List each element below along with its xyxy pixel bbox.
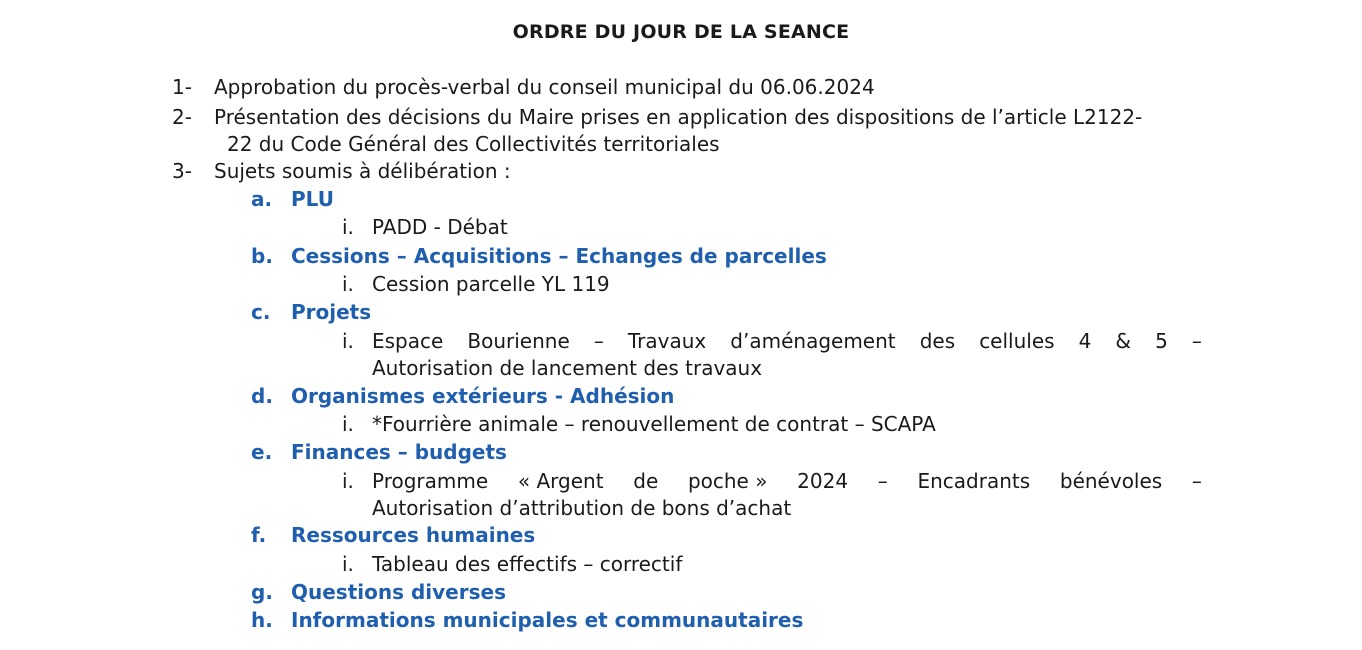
entry-word: poche » xyxy=(687,469,768,493)
entry-word: des xyxy=(919,329,956,353)
entry-word: Espace xyxy=(372,329,444,353)
entry-text: Cession parcelle YL 119 xyxy=(372,272,610,296)
entry-text: Tableau des effectifs – correctif xyxy=(372,552,683,576)
subject-letter: g. xyxy=(251,580,273,604)
entry-word: 2024 xyxy=(797,469,849,493)
subject-label: Informations municipales et communautaires xyxy=(291,608,804,632)
entry-word: – xyxy=(593,329,604,353)
subject-label: Finances – budgets xyxy=(291,440,507,464)
item-number: 1- xyxy=(172,75,192,99)
subject-letter: c. xyxy=(251,300,271,324)
entry-word: « Argent xyxy=(517,469,604,493)
item-text: Sujets soumis à délibération : xyxy=(214,159,511,183)
subject-label: Questions diverses xyxy=(291,580,506,604)
entry-number: i. xyxy=(342,215,354,239)
subject-letter: d. xyxy=(251,384,273,408)
item-text-continuation: 22 du Code Général des Collectivités territoriales xyxy=(227,132,720,156)
subject-label: PLU xyxy=(291,187,334,211)
item-text: Approbation du procès-verbal du conseil municipal du 06.06.2024 xyxy=(214,75,875,99)
entry-number: i. xyxy=(342,412,354,436)
entry-word: Travaux xyxy=(627,329,707,353)
page-title: ORDRE DU JOUR DE LA SEANCE xyxy=(512,21,850,43)
subject-label: Cessions – Acquisitions – Echanges de parcelles xyxy=(291,244,827,268)
subject-letter: e. xyxy=(251,440,273,464)
entry-word: d’aménagement xyxy=(730,329,896,353)
entry-word: – xyxy=(1191,469,1202,493)
subject-label: Projets xyxy=(291,300,372,324)
subject-letter: h. xyxy=(251,608,273,632)
subject-letter: b. xyxy=(251,244,273,268)
entry-number: i. xyxy=(342,552,354,576)
entry-number: i. xyxy=(342,272,354,296)
item-number: 2- xyxy=(172,105,192,129)
subject-label: Ressources humaines xyxy=(291,523,536,547)
subject-letter: f. xyxy=(251,523,267,547)
entry-text-justified xyxy=(372,328,1202,354)
entry-word: cellules xyxy=(979,329,1055,353)
entry-word: Encadrants xyxy=(917,469,1031,493)
entry-number: i. xyxy=(342,469,354,493)
entry-text: *Fourrière animale – renouvellement de contrat – SCAPA xyxy=(372,412,936,436)
entry-word: – xyxy=(1191,329,1202,353)
subject-letter: a. xyxy=(251,187,273,211)
entry-word: – xyxy=(877,469,888,493)
entry-word: 4 xyxy=(1078,329,1092,353)
entry-word: de xyxy=(633,469,659,493)
entry-text-justified xyxy=(372,468,1202,494)
entry-word: Programme xyxy=(372,469,489,493)
entry-word: 5 xyxy=(1155,329,1168,353)
entry-text-continuation: Autorisation de lancement des travaux xyxy=(372,356,763,380)
item-text: Présentation des décisions du Maire prises en application des dispositions de l’article L2122- xyxy=(214,105,1143,129)
entry-text-continuation: Autorisation d’attribution de bons d’achat xyxy=(372,496,792,520)
subject-label: Organismes extérieurs - Adhésion xyxy=(291,384,675,408)
entry-word: bénévoles xyxy=(1059,469,1163,493)
entry-word: Bourienne xyxy=(467,329,570,353)
entry-word: & xyxy=(1115,329,1132,353)
entry-number: i. xyxy=(342,329,354,353)
entry-text: PADD - Débat xyxy=(372,215,508,239)
item-number: 3- xyxy=(172,159,192,183)
